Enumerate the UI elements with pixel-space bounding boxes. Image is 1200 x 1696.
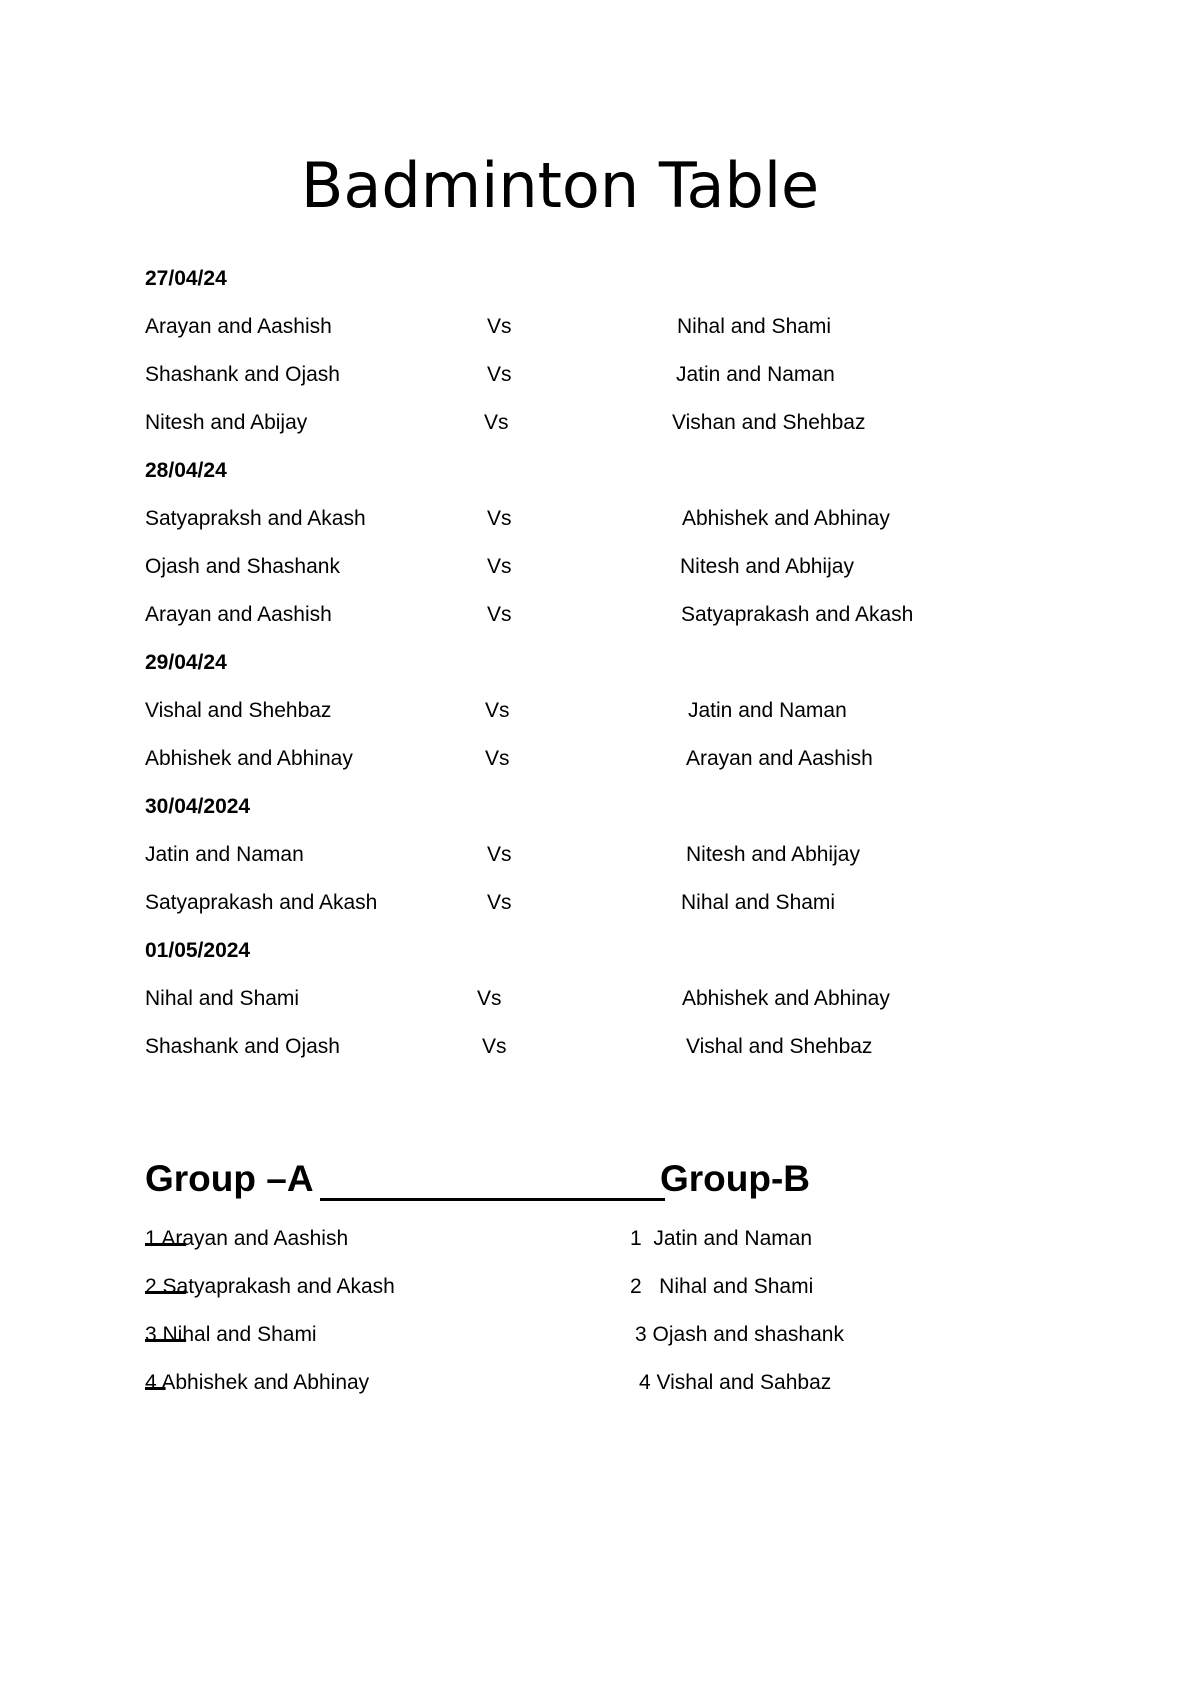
match-right-team: Jatin and Naman (688, 699, 847, 722)
match-right-team: Abhishek and Abhinay (682, 507, 890, 530)
match-left-team: Satyaprakash and Akash (145, 891, 378, 914)
match-vs: Vs (477, 987, 502, 1010)
match-right-team: Abhishek and Abhinay (682, 987, 890, 1010)
match-left-team: Arayan and Aashish (145, 603, 332, 626)
schedule-date: 29/04/24 (145, 651, 227, 674)
match-row (145, 303, 1045, 351)
group-row (145, 1359, 1045, 1407)
match-right-team: Vishan and Shehbaz (672, 411, 866, 434)
match-left-team: Nitesh and Abijay (145, 411, 308, 434)
group-a-heading: Group –A (145, 1158, 314, 1199)
match-left-team: Arayan and Aashish (145, 315, 332, 338)
match-vs: Vs (487, 507, 512, 530)
match-row (145, 591, 1045, 639)
group-b-item: 4 Vishal and Sahbaz (639, 1371, 832, 1394)
match-row (145, 351, 1045, 399)
group-a-item: 2 Satyaprakash and Akash (145, 1275, 395, 1298)
match-schedule (145, 255, 1045, 1071)
match-vs: Vs (485, 747, 510, 770)
match-right-team: Nitesh and Abhijay (686, 843, 860, 866)
group-row (145, 1311, 1045, 1359)
schedule-date: 27/04/24 (145, 267, 227, 290)
match-left-team: Nihal and Shami (145, 987, 300, 1010)
heading-underline (320, 1153, 665, 1201)
match-vs: Vs (484, 411, 509, 434)
match-right-team: Vishal and Shehbaz (686, 1035, 873, 1058)
match-row (145, 975, 1045, 1023)
match-left-team: Abhishek and Abhinay (145, 747, 353, 770)
match-row (145, 687, 1045, 735)
group-b-item: 1 Jatin and Naman (630, 1227, 813, 1250)
group-b-item: 3 Ojash and shashank (635, 1323, 844, 1346)
match-row (145, 495, 1045, 543)
groups-list (145, 1215, 1045, 1407)
match-row (145, 543, 1045, 591)
match-vs: Vs (487, 603, 512, 626)
match-row (145, 879, 1045, 927)
match-right-team: Nitesh and Abhijay (680, 555, 854, 578)
match-left-team: Satyapraksh and Akash (145, 507, 366, 530)
schedule-date: 01/05/2024 (145, 939, 251, 962)
match-vs: Vs (487, 555, 512, 578)
group-b-item: 2 Nihal and Shami (630, 1275, 814, 1298)
match-left-team: Jatin and Naman (145, 843, 304, 866)
match-right-team: Jatin and Naman (676, 363, 835, 386)
match-row (145, 1023, 1045, 1071)
match-vs: Vs (487, 843, 512, 866)
match-right-team: Nihal and Shami (681, 891, 836, 914)
match-row (145, 735, 1045, 783)
group-row (145, 1263, 1045, 1311)
match-left-team: Shashank and Ojash (145, 1035, 340, 1058)
match-right-team: Satyaprakash and Akash (681, 603, 914, 626)
match-vs: Vs (487, 891, 512, 914)
match-left-team: Ojash and Shashank (145, 555, 340, 578)
schedule-date: 30/04/2024 (145, 795, 251, 818)
match-left-team: Shashank and Ojash (145, 363, 340, 386)
group-a-item: 3 Nihal and Shami (145, 1323, 317, 1346)
group-row (145, 1215, 1045, 1263)
page-title: Badminton Table (300, 149, 820, 222)
match-right-team: Arayan and Aashish (686, 747, 873, 770)
match-row (145, 831, 1045, 879)
groups-header (145, 1155, 820, 1203)
match-vs: Vs (487, 315, 512, 338)
schedule-date: 28/04/24 (145, 459, 227, 482)
group-a-item: 1 Arayan and Aashish (145, 1227, 349, 1250)
match-vs: Vs (482, 1035, 507, 1058)
match-right-team: Nihal and Shami (677, 315, 832, 338)
match-vs: Vs (485, 699, 510, 722)
group-a-item: 4 Abhishek and Abhinay (145, 1371, 370, 1394)
match-row (145, 399, 1045, 447)
match-vs: Vs (487, 363, 512, 386)
group-b-heading: Group-B (660, 1158, 811, 1199)
match-left-team: Vishal and Shehbaz (145, 699, 332, 722)
